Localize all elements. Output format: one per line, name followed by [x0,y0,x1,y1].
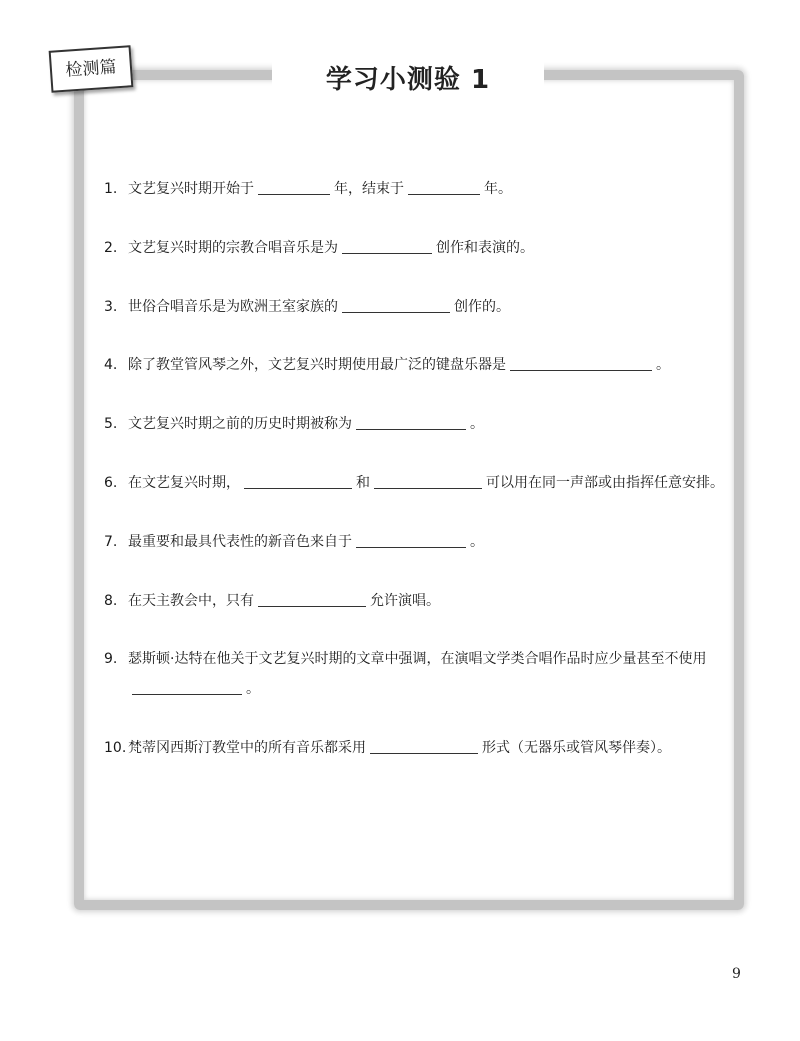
question-8 [104,586,724,616]
question-number: 9. [104,651,118,668]
question-5 [104,409,724,439]
question-text: 在文艺复兴时期， [128,474,240,491]
question-number: 7. [104,533,118,550]
question-list [104,174,724,792]
question-4 [104,350,724,380]
answer-blank[interactable] [258,588,366,607]
answer-blank[interactable] [356,529,466,548]
question-text: 世俗合唱音乐是为欧洲王室家族的 [128,298,338,315]
question-text: 。 [656,357,670,374]
question-text: 年。 [484,181,512,197]
question-9 [104,644,724,704]
answer-blank[interactable] [356,411,466,430]
question-text: 允许演唱。 [370,592,440,609]
question-text: 创作和表演的。 [436,239,534,256]
answer-blank[interactable] [244,470,352,489]
question-number: 4. [104,357,118,374]
question-text: 梵蒂冈西斯汀教堂中的所有音乐都采用 [128,740,366,757]
question-text: 最重要和最具代表性的新音色来自于 [128,533,352,550]
question-text: 文艺复兴时期的宗教合唱音乐是为 [128,239,338,256]
question-7 [104,527,724,557]
question-text: 和 [356,474,370,491]
answer-blank[interactable] [374,470,482,489]
question-text: 可以用在同一声部或由指挥任意安排。 [486,474,724,491]
question-text: 形式（无器乐或管风琴伴奏）。 [482,740,671,757]
question-number: 5. [104,416,118,433]
question-text: 文艺复兴时期开始于 [128,181,254,197]
answer-blank[interactable] [370,735,478,754]
page-title: 学习小测验 1 [325,65,491,95]
answer-blank[interactable] [510,352,652,371]
answer-blank[interactable] [342,235,432,254]
question-number: 6. [104,474,118,491]
question-3 [104,292,724,322]
question-number: 8. [104,592,118,609]
question-number: 1. [104,181,118,197]
question-text: 年，结束于 [334,181,404,197]
question-text: 除了教堂管风琴之外，文艺复兴时期使用最广泛的键盘乐器是 [128,357,506,374]
question-text: 。 [470,533,484,550]
answer-blank[interactable] [132,676,242,695]
question-text: 。 [246,681,260,698]
question-text: 瑟斯顿·达特在他关于文艺复兴时期的文章中强调，在演唱文学类合唱作品时应少量甚至不使用 [128,651,707,668]
answer-blank[interactable] [342,294,450,313]
answer-blank[interactable] [258,176,330,195]
question-10 [104,733,724,763]
page-number: 9 [732,966,741,982]
section-tag: 检测篇 [49,45,134,93]
question-text: 文艺复兴时期之前的历史时期被称为 [128,416,352,433]
question-text: 创作的。 [454,298,510,315]
question-6 [104,468,724,498]
question-2 [104,233,724,263]
question-number: 10. [104,740,127,757]
question-text: 。 [470,416,484,433]
question-1 [104,174,724,204]
question-number: 3. [104,298,118,315]
question-text: 在天主教会中，只有 [128,592,254,609]
answer-blank[interactable] [408,176,480,195]
question-number: 2. [104,239,118,256]
